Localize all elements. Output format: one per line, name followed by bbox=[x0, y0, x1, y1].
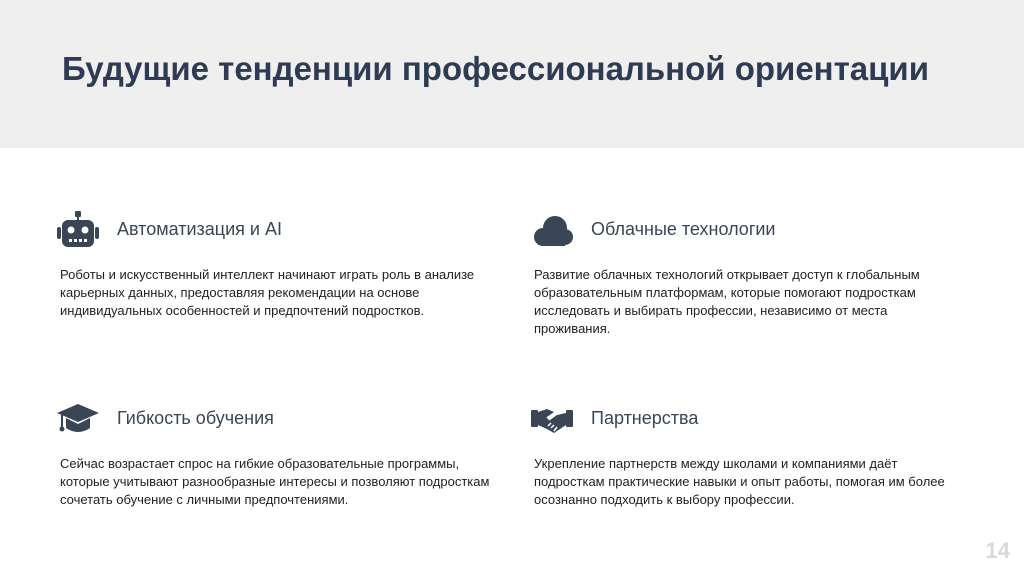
card-flexible-learning bbox=[56, 400, 490, 507]
card-title: Партнерства bbox=[591, 408, 699, 428]
card-header bbox=[530, 211, 960, 251]
card-header bbox=[530, 400, 960, 440]
card-title: Облачные технологии bbox=[591, 219, 776, 239]
cloud-icon bbox=[530, 211, 574, 251]
card-description: Развитие облачных технологий открывает доступ к глобальным образовательным платформам, которые помогают подросткам исследовать и выбирать профессии, независимо от места проживания. bbox=[534, 267, 920, 336]
card-description: Укрепление партнерств между школами и компаниями даёт подросткам практические навыки и опыт работы, помогая им более осознанно подходить к выбору профессии. bbox=[534, 456, 945, 507]
page-number: 14 bbox=[985, 538, 1010, 563]
card-header bbox=[56, 211, 486, 251]
card-description: Роботы и искусственный интеллект начинают играть роль в анализе карьерных данных, предоставляя рекомендации на основе индивидуальных особенностей и предпочтений подростков. bbox=[60, 267, 475, 318]
card-header bbox=[56, 400, 486, 440]
card-title: Автоматизация и AI bbox=[117, 219, 282, 239]
graduation-cap-icon bbox=[56, 400, 100, 440]
handshake-icon bbox=[530, 400, 574, 440]
card-partnerships bbox=[530, 400, 960, 507]
card-automation-ai bbox=[56, 211, 486, 318]
page-title: Будущие тенденции профессиональной ориентации bbox=[62, 50, 929, 87]
card-description: Сейчас возрастает спрос на гибкие образовательные программы, которые учитывают разнообразные интересы и позволяют подросткам сочетать обучение с личными предпочтениями. bbox=[60, 456, 490, 507]
card-title: Гибкость обучения bbox=[117, 408, 274, 428]
header-band bbox=[0, 0, 1024, 148]
card-cloud-technologies bbox=[530, 211, 960, 336]
robot-icon bbox=[56, 211, 100, 251]
